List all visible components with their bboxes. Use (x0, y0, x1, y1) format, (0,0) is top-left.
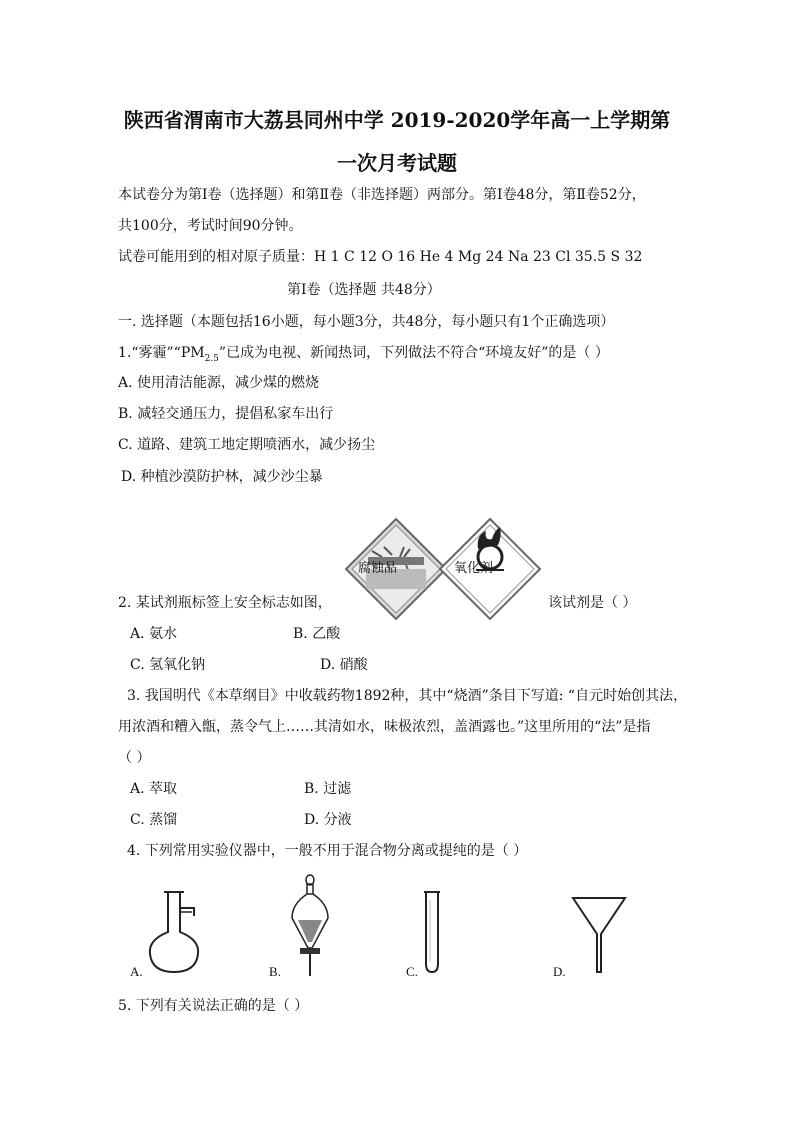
q1-stem-part-a: 1.“雾霾”“PM (118, 345, 205, 361)
q4-option-c-label: C. (406, 964, 418, 979)
section-title: 第Ⅰ卷（选择题 共48分） (287, 282, 441, 298)
q1-stem-part-b: ”已成为电视、新闻热词，下列做法不符合“环境友好”的是（ ） (218, 345, 609, 361)
question-1-option-b: B. 减轻交通压力，提倡私家车出行 (118, 406, 334, 422)
corrosive-hazard-icon (344, 517, 448, 621)
atomic-mass-line: 试卷可能用到的相对原子质量：H 1 C 12 O 16 He 4 Mg 24 Na 23 Cl 35.5 S 32 (118, 249, 643, 265)
question-3-option-c: C. 蒸馏 (130, 812, 178, 828)
question-3-line1: 3. 我国明代《本草纲目》中收载药物1892种，其中“烧酒”条目下写道: “自元时始创其法， (127, 688, 688, 704)
funnel-icon (571, 894, 627, 976)
question-3-option-d: D. 分液 (304, 812, 352, 828)
question-2-option-d: D. 硝酸 (320, 657, 368, 673)
question-3-option-a: A. 萃取 (130, 781, 178, 797)
oxidizer-label: 氧化剂 (454, 561, 494, 576)
question-1-option-c: C. 道路、建筑工地定期喷洒水，减少扬尘 (118, 437, 376, 453)
document-title-line1: 陕西省渭南市大荔县同州中学 2019-2020学年高一上学期第 (123, 108, 671, 132)
question-3-line2: 用浓酒和糟入甑，蒸令气上……其清如水，味极浓烈，盖酒露也。”这里所用的“法”是指 (118, 719, 651, 735)
question-5-stem: 5. 下列有关说法正确的是（ ） (118, 998, 309, 1014)
question-3-line3: （ ） (118, 750, 151, 766)
intro-paragraph-line1: 本试卷分为第Ⅰ卷（选择题）和第Ⅱ卷（非选择题）两部分。第Ⅰ卷48分，第Ⅱ卷52分， (118, 187, 646, 203)
question-2-stem-left: 2. 某试剂瓶标签上安全标志如图， (118, 595, 332, 611)
question-1-option-a: A. 使用清洁能源，减少煤的燃烧 (118, 375, 320, 391)
part-one-heading: 一. 选择题（本题包括16小题，每小题3分，共48分，每小题只有1个正确选项） (118, 314, 615, 330)
corrosive-label: 腐蚀品 (358, 561, 398, 576)
question-2-stem-right: 该试剂是（ ） (548, 595, 637, 611)
oxidizer-hazard-icon (438, 517, 542, 621)
intro-paragraph-line2: 共100分，考试时间90分钟。 (118, 218, 303, 234)
q4-option-b-label: B. (269, 964, 281, 979)
test-tube-icon (422, 890, 442, 974)
question-1-option-d: D. 种植沙漠防护林，减少沙尘暴 (121, 469, 323, 485)
document-title-line2: 一次月考试题 (337, 151, 457, 175)
question-2-option-b: B. 乙酸 (293, 626, 341, 642)
q4-option-a-label: A. (130, 964, 143, 979)
q1-stem-subscript: 2.5 (204, 353, 219, 364)
distilling-flask-icon (140, 888, 206, 976)
separatory-funnel-icon (288, 874, 332, 978)
question-4-stem: 4. 下列常用实验仪器中，一般不用于混合物分离或提纯的是（ ） (127, 843, 528, 859)
question-1-stem (118, 343, 609, 369)
question-2-option-c: C. 氢氧化钠 (130, 657, 206, 673)
question-3-option-b: B. 过滤 (304, 781, 352, 797)
question-2-option-a: A. 氨水 (130, 626, 178, 642)
q4-option-d-label: D. (553, 964, 566, 979)
